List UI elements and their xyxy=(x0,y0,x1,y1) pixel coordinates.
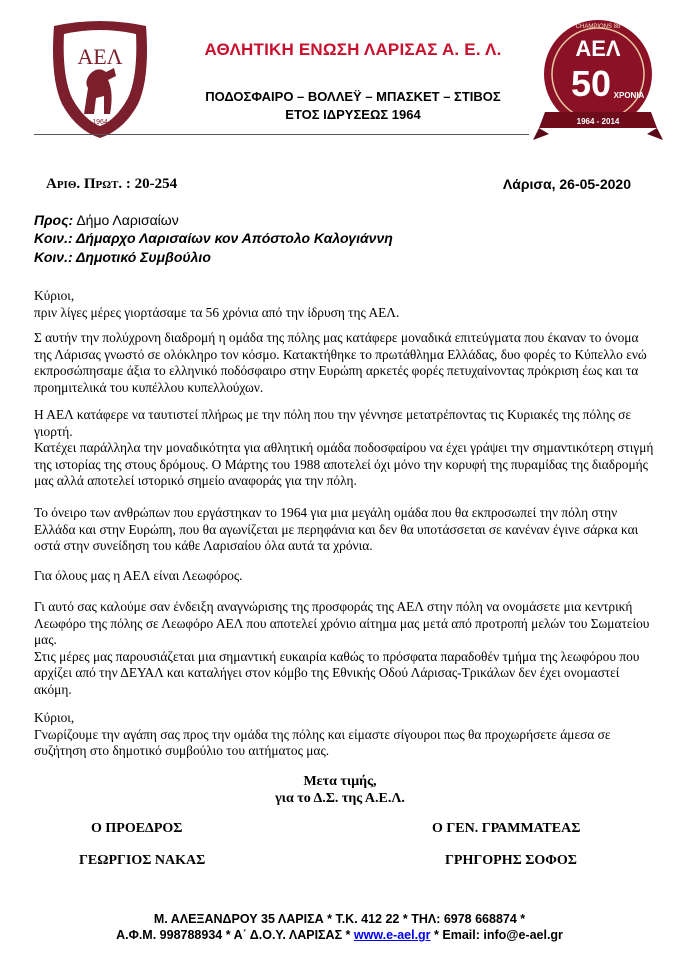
recipient-value: Δημοτικό Συμβούλιο xyxy=(72,249,211,265)
logo-letters: ΑΕΛ xyxy=(575,36,621,61)
organization-sports: ΠΟΔΟΣΦΑΙΡΟ – ΒΟΛΛΕΫ – ΜΠΑΣΚΕΤ – ΣΤΙΒΟΣ xyxy=(205,89,501,104)
footer-contact xyxy=(0,928,679,942)
recipient-cc-mayor xyxy=(34,230,393,246)
crest-year: 1964 xyxy=(92,119,108,126)
place-date: Λάρισα, 26-05-2020 xyxy=(502,176,631,192)
recipient-label: Κοιν.: xyxy=(34,249,73,265)
president-role: Ο ΠΡΟΕΔΡΟΣ xyxy=(91,821,183,836)
footer-tax-info: Α.Φ.Μ. 998788934 * Α΄ Δ.Ο.Υ. ΛΑΡΙΣΑΣ * xyxy=(116,928,354,942)
anniversary-line: πριν λίγες μέρες γιορτάσαμε τα 56 χρόνια από την ίδρυση της ΑΕΛ. xyxy=(34,304,400,320)
logo-years: 1964 - 2014 xyxy=(576,117,620,126)
logo-top-text: CHAMPIONS 88 xyxy=(575,24,621,30)
crest-letters: ΑΕΛ xyxy=(77,44,123,69)
paragraph-leoforos xyxy=(34,568,654,585)
achievements-text: Σ αυτήν την πολύχρονη διαδρομή η ομάδα της πόλης μας κατάφερε μοναδικά επιτεύγματα που έκαναν το όνομα της Λάρισας γνωστό σε ολόκληρο τον κόσμο. Κατακτήθηκε το πρωτάθλημα Ελλάδας, δυο φορές το Κύπελλο ενώ εκπροσώπησαμε άξια το ελληνικό ποδόσφαιρο στην Ευρώπη αρκετές φορές πετυχαίνοντας πρόκριση έως και τα προημιτελικά του κυπέλλου κυπελλούχων. xyxy=(34,330,647,395)
leoforos-text: Για όλους μας η ΑΕΛ είναι Λεωφόρος. xyxy=(34,568,243,583)
paragraph-greeting xyxy=(34,288,654,321)
protocol-label: Αριθ. Πρωτ. xyxy=(46,176,123,192)
recipient-value: Δήμαρχο Λαρισαίων κον Απόστολο Καλογιάννη xyxy=(72,230,393,246)
recipient-label: Κοιν.: xyxy=(34,230,73,246)
closing-greeting: Κύριοι, xyxy=(34,710,75,725)
protocol-number: : 20-254 xyxy=(125,176,178,192)
footer-address: Μ. ΑΛΕΞΑΝΔΡΟΥ 35 ΛΑΡΙΣΑ * Τ.Κ. 412 22 * ΤΗΛ: 6978 668874 * xyxy=(153,912,526,926)
president-name: ΓΕΩΡΓΙΟΣ ΝΑΚΑΣ xyxy=(79,853,206,868)
recipient-label: Προς: xyxy=(34,212,74,228)
signoff xyxy=(150,773,530,807)
opportunity-text: Στις μέρες μας παρουσιάζεται μια σημαντική ευκαιρία καθώς το πρόσφατα παραδοθέν τμήμα της λεωφόρου που αρχίζει από την ΔΕΥΑΛ και καταλήγει στον κόμβο της Εθνικής Οδού Λάρισας-Τρικάλων δεν έχει ονομαστεί ακόμη. xyxy=(34,648,640,697)
history-text: Κατέχει παράλληλα την μοναδικότητα για αθλητική ομάδα ποδοσφαίρου να έχει γράψει την σημαντικότερη στιγμή της ιστορίας της στους δρόμους. Ο Μάρτης του 1988 αποτελεί όχι μόνο την κορυφή της πυραμίδας της διαδρομής μας αλλά αποτελεί ιστορικό σημείο αναφοράς για την πόλη. xyxy=(34,440,654,489)
protocol-reference xyxy=(46,176,177,193)
logo-number: 50 xyxy=(570,63,612,104)
dream-text: Το όνειρο των ανθρώπων που εργάστηκαν το 1964 για μια μεγάλη ομάδα που θα εκπροσωπεί την πόλη στην Ελλάδα και στην Ευρώπη, που θα αγωνίζεται με περηφάνια και δεν θα υποτάσσεται σε κανέναν έγινε σάρκα και οστά στην συνείδηση του κάθε Λαρισαίου όλα αυτά τα χρόνια. xyxy=(34,505,639,554)
signoff-line2: για το Δ.Σ. της Α.Ε.Λ. xyxy=(275,791,405,806)
paragraph-request xyxy=(34,599,654,699)
website-link[interactable]: www.e-ael.gr xyxy=(353,928,431,942)
recipient-to xyxy=(34,212,179,228)
closing-text: Γνωρίζουμε την αγάπη σας προς την ομάδα της πόλης και είμαστε σίγουροι πως θα προχωρήσετε άμεσα σε συζήτηση στο δημοτικό συμβούλιο του αιτήματος μας. xyxy=(34,726,611,759)
header-divider xyxy=(34,134,529,135)
recipient-value: Δήμο Λαρισαίων xyxy=(73,212,179,228)
paragraph-dream xyxy=(34,505,654,555)
recipient-cc-council xyxy=(34,249,211,265)
ael-50-years-logo xyxy=(533,12,663,152)
paragraph-identity xyxy=(34,407,654,490)
secretary-role: Ο ΓΕΝ. ΓΡΑΜΜΑΤΕΑΣ xyxy=(432,821,581,836)
organization-title: ΑΘΛΗΤΙΚΗ ΕΝΩΣΗ ΛΑΡΙΣΑΣ Α. Ε. Λ. xyxy=(204,40,502,59)
paragraph-closing xyxy=(34,710,654,760)
signoff-line1: Μετα τιμής, xyxy=(303,774,377,789)
ael-crest-logo xyxy=(44,18,156,142)
greeting-line: Κύριοι, xyxy=(34,288,75,303)
secretary-name: ΓΡΗΓΟΡΗΣ ΣΟΦΟΣ xyxy=(445,853,577,868)
organization-founded: ΕΤΟΣ ΙΔΡΥΣΕΩΣ 1964 xyxy=(285,107,421,122)
identity-text: Η ΑΕΛ κατάφερε να ταυτιστεί πλήρως με την πόλη που την γέννησε μετατρέποντας τις Κυριακές της πόλης σε γιορτή. xyxy=(34,407,632,439)
request-text: Γι αυτό σας καλούμε σαν ένδειξη αναγνώρισης της προσφοράς της ΑΕΛ στην πόλη να ονομάσετε μια κεντρική Λεωφόρο της πόλης σε Λεωφόρο ΑΕΛ που αποτελεί χρόνιο αίτημα μας μετά από προτροπή μελών του Σωματείου μας. xyxy=(34,599,650,648)
footer-email: * Email: info@e-ael.gr xyxy=(430,928,563,942)
logo-sub: ΧΡΟΝΙΑ xyxy=(613,91,645,100)
paragraph-achievements xyxy=(34,330,654,396)
